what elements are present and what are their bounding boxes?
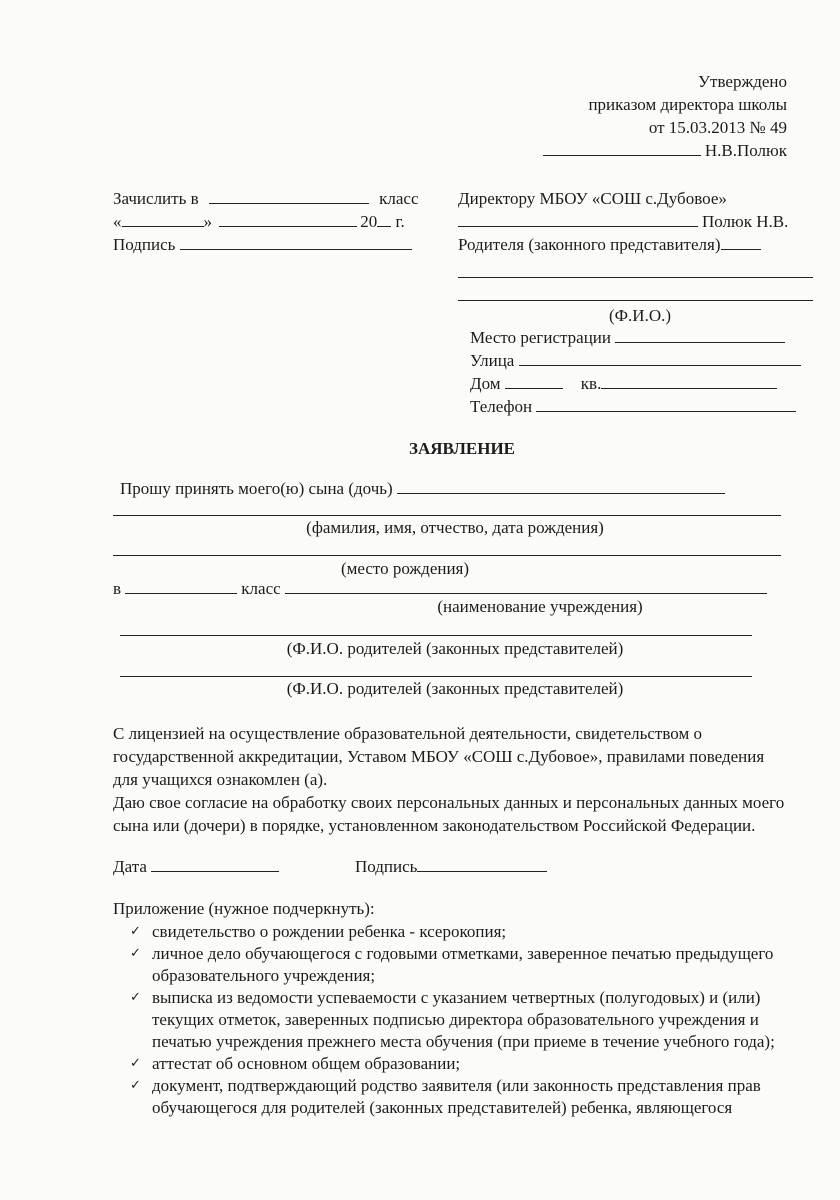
- phone-label: Телефон: [470, 397, 533, 416]
- enroll-date-line: [113, 212, 405, 232]
- phone-blank[interactable]: [536, 397, 796, 412]
- to-director: Директору МБОУ «СОШ с.Дубовое»: [458, 189, 727, 208]
- caption-birthplace: (место рождения): [340, 559, 470, 578]
- date-blank[interactable]: [151, 857, 279, 872]
- class-label: класс: [379, 189, 419, 208]
- registration-blank[interactable]: [615, 328, 785, 343]
- caption-parents-2: (Ф.И.О. родителей (законных представителей): [286, 679, 624, 698]
- quote-open: «: [113, 212, 122, 231]
- item-text: документ, подтверждающий родство заявителя (или законность представления прав обучающегося для родителей (законных представителей) ребенка, являющегося: [152, 1076, 761, 1117]
- director-blank[interactable]: [458, 212, 698, 227]
- checkmark-icon: ✓: [130, 946, 141, 961]
- request-intro: Прошу принять моего(ю) сына (дочь): [120, 479, 393, 498]
- item-text: личное дело обучающегося с годовыми отметками, заверенное печатью предыдущего образовательного учреждения;: [152, 944, 774, 985]
- consent-text: [113, 722, 793, 837]
- signature-label: Подпись: [113, 235, 176, 254]
- child-blank[interactable]: [397, 479, 725, 494]
- apt-blank[interactable]: [601, 374, 777, 389]
- class-institution-line: [113, 579, 767, 599]
- caption-name: (фамилия, имя, отчество, дата рождения): [306, 518, 604, 537]
- attachments-heading: Приложение (нужное подчеркнуть):: [113, 899, 375, 918]
- registration-line: [470, 328, 785, 348]
- director-name: Полюк Н.В.: [702, 212, 789, 231]
- list-item[interactable]: [130, 987, 800, 1053]
- checkmark-icon: ✓: [130, 990, 141, 1005]
- street-line: [470, 351, 801, 371]
- registration-label: Место регистрации: [470, 328, 611, 347]
- list-item[interactable]: [130, 1053, 800, 1075]
- quote-close: »: [203, 212, 212, 231]
- fio-caption: (Ф.И.О.): [608, 306, 672, 325]
- year-label: 20: [360, 212, 378, 231]
- signature-blank[interactable]: [417, 857, 547, 872]
- enroll-label: Зачислить в: [113, 189, 199, 208]
- checkmark-icon: ✓: [130, 924, 141, 939]
- enroll-class-blank[interactable]: [209, 189, 369, 204]
- street-label: Улица: [470, 351, 515, 370]
- list-item[interactable]: [130, 921, 800, 943]
- caption-parents-1: (Ф.И.О. родителей (законных представителей): [286, 639, 624, 658]
- date-line: [113, 857, 279, 877]
- apt-label: кв.: [580, 374, 602, 393]
- checkmark-icon: ✓: [130, 1078, 141, 1093]
- from-parent-label: Родителя (законного представителя): [458, 235, 721, 254]
- house-label: Дом: [470, 374, 501, 393]
- consent-paragraph-1: С лицензией на осуществление образовательной деятельности, свидетельством о государственной аккредитации, Уставом МБОУ «СОШ с.Дубовое», правилами поведения для учащихся ознакомлен (а).: [113, 724, 765, 789]
- class-blank[interactable]: [125, 579, 237, 594]
- item-text: свидетельство о рождении ребенка - ксерокопия;: [152, 922, 507, 941]
- signature-blank[interactable]: [180, 235, 412, 250]
- day-blank[interactable]: [122, 212, 204, 227]
- enroll-line: [113, 189, 419, 209]
- street-blank[interactable]: [519, 351, 801, 366]
- request-intro-line: [120, 479, 725, 499]
- date-label: Дата: [113, 857, 147, 876]
- birthplace-line[interactable]: [113, 555, 781, 556]
- from-parent-line: [458, 235, 761, 255]
- in-label: в: [113, 579, 122, 598]
- signatory-name: Н.В.Полюк: [704, 141, 787, 160]
- attachments-list: [130, 921, 800, 1119]
- approval-line-3: от 15.03.2013 № 49: [648, 118, 787, 137]
- institution-blank[interactable]: [285, 579, 767, 594]
- parents-line-2[interactable]: [120, 676, 752, 677]
- signature-label: Подпись: [355, 857, 418, 876]
- approval-line-1: Утверждено: [698, 72, 787, 91]
- year-suffix: г.: [395, 212, 405, 231]
- enroll-signature-line: [113, 235, 412, 255]
- phone-line: [470, 397, 796, 417]
- signature-line: [355, 857, 547, 877]
- child-name-line[interactable]: [113, 515, 781, 516]
- house-line: [470, 374, 777, 394]
- month-blank[interactable]: [219, 212, 357, 227]
- caption-institution: (наименование учреждения): [437, 597, 643, 616]
- parent-name-line-2[interactable]: [458, 300, 813, 301]
- consent-paragraph-2: Даю свое согласие на обработку своих персональных данных и персональных данных моего сына или (дочери) в порядке, установленном законодательством Российской Федерации.: [113, 793, 785, 835]
- director-line: [458, 212, 788, 232]
- house-blank[interactable]: [505, 374, 563, 389]
- parents-line-1[interactable]: [120, 635, 752, 636]
- signature-blank[interactable]: [543, 141, 701, 156]
- item-text: аттестат об основном общем образовании;: [152, 1054, 461, 1073]
- approval-signatory: [543, 141, 787, 161]
- year-blank[interactable]: [377, 212, 391, 227]
- checkmark-icon: ✓: [130, 1056, 141, 1071]
- document-title: ЗАЯВЛЕНИЕ: [408, 439, 516, 458]
- parent-name-line-1[interactable]: [458, 277, 813, 278]
- item-text: выписка из ведомости успеваемости с указанием четвертных (полугодовых) и (или) текущих отметок, заверенных подписью директора образовательного учреждения и печатью учреждения прежнего места обучения (при приеме в течение учебного года);: [152, 988, 775, 1051]
- list-item[interactable]: [130, 943, 800, 987]
- list-item[interactable]: [130, 1075, 800, 1119]
- parent-blank[interactable]: [721, 235, 761, 250]
- class-label: класс: [241, 579, 281, 598]
- approval-line-2: приказом директора школы: [588, 95, 787, 114]
